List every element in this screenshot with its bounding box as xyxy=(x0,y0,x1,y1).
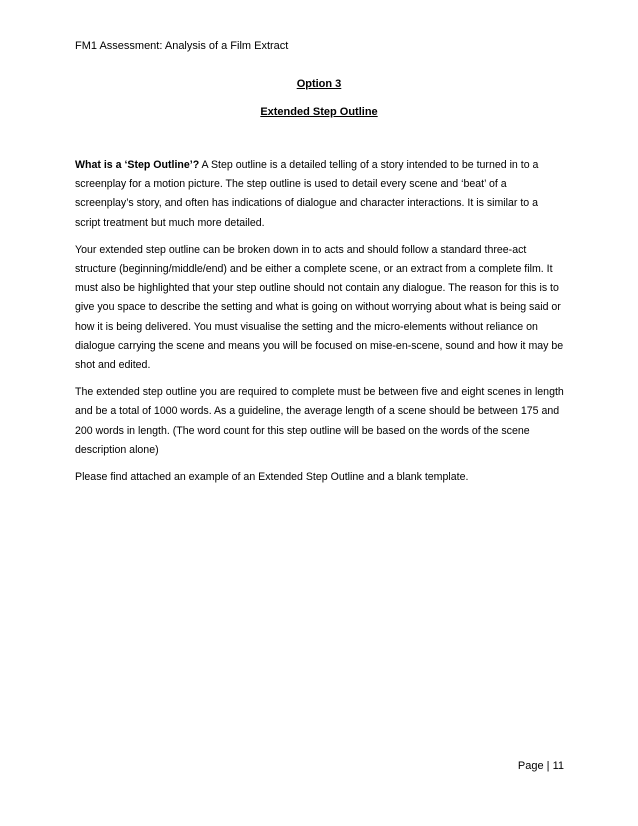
paragraph-definition xyxy=(75,156,565,233)
body-text xyxy=(75,156,565,495)
option-title: Option 3 xyxy=(296,78,342,90)
definition-lead: What is a ‘Step Outline’? xyxy=(75,159,200,171)
page-number: Page | 11 xyxy=(517,760,564,772)
paragraph-attachment-note: Please find attached an example of an Extended Step Outline and a blank template. xyxy=(75,471,469,484)
section-subtitle: Extended Step Outline xyxy=(260,106,378,118)
paragraph-structure: Your extended step outline can be broken down in to acts and should follow a standard three-act structure (beginning/middle/end) and be either a complete scene, or an extract from a complete film. It must also be highlighted that your step outline should not contain any dialogue. The reason for this is to give you space to describe the setting and what is going on without worrying about what is being said or how it is being delivered. You must visualise the setting and the micro-elements without reliance on dialogue carrying the scene and means you will be focused on mise-en-scene, sound and how it may be shot and edited. xyxy=(75,243,564,372)
paragraph-requirements: The extended step outline you are required to complete must be between five and eight scenes in length and be a total of 1000 words. As a guideline, the average length of a scene should be between 175 and 200 words in length. (The word count for this step outline will be based on the words of the scene description alone) xyxy=(75,386,564,456)
page-header: FM1 Assessment: Analysis of a Film Extract xyxy=(75,40,289,52)
definition-body: A Step outline is a detailed telling of a story intended to be turned in to a screenplay for a motion picture. The step outline is used to detail every scene and ‘beat’ of a screenplay’s story, and often has indications of dialogue and character interactions. It is similar to a script treatment but much more detailed. xyxy=(75,159,539,229)
